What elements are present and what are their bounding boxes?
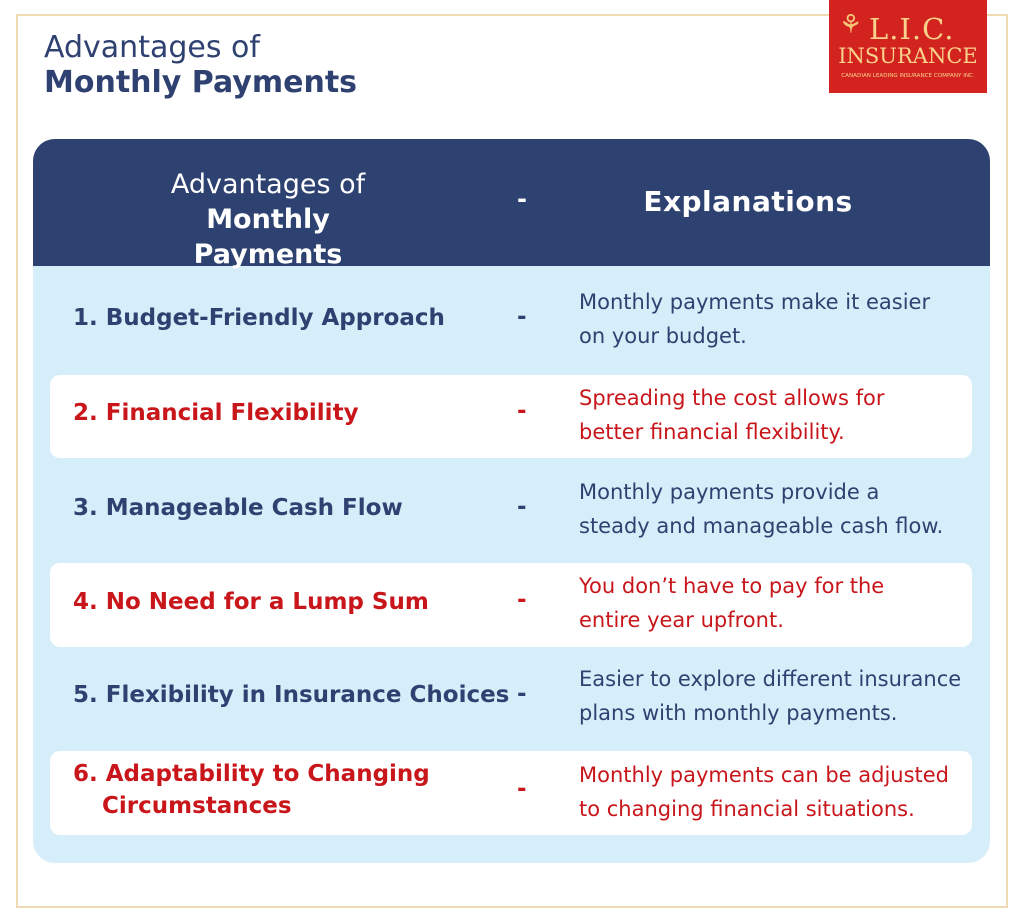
table-header (33, 139, 990, 271)
explanation-line: better financial flexibility. (579, 419, 845, 444)
row-explanation (579, 286, 979, 353)
row-label-line: 5. Flexibility in Insurance Choices (73, 682, 510, 708)
explanation-line: to changing financial situations. (579, 796, 915, 821)
row-label-line: 6. Adaptability to Changing (73, 761, 430, 787)
row-explanation (579, 476, 979, 543)
explanation-line: entire year upfront. (579, 607, 784, 632)
explanation-line: Easier to explore different insurance (579, 667, 962, 691)
header-advantages-line2: Monthly Payments (193, 204, 343, 271)
page-title-line1: Advantages of (44, 30, 260, 65)
header-separator: - (517, 185, 527, 213)
row-separator: - (517, 587, 527, 613)
table-row (50, 375, 972, 458)
row-separator: - (517, 304, 527, 330)
page-title (44, 30, 357, 101)
table-row (33, 458, 990, 563)
row-label (73, 679, 509, 711)
header-explanations: Explanations (643, 185, 853, 218)
row-label (73, 492, 403, 524)
company-logo (829, 0, 987, 93)
row-separator: - (517, 681, 527, 707)
logo-middle-text: INSURANCE (838, 44, 978, 68)
page-title-line2: Monthly Payments (44, 65, 358, 101)
header-advantages (133, 167, 403, 272)
table-row (33, 266, 990, 376)
logo-bottom-text: CANADIAN LEADING INSURANCE COMPANY INC. (841, 73, 975, 79)
row-explanation (579, 663, 979, 730)
explanation-line: Monthly payments provide a (579, 480, 880, 504)
explanation-line: Spreading the cost allows for (579, 386, 885, 410)
header-advantages-line1: Advantages of (170, 169, 366, 200)
row-separator: - (517, 776, 527, 802)
logo-top-text: L.I.C. (869, 12, 955, 46)
row-label (73, 397, 359, 429)
row-label-line: Circumstances (102, 793, 292, 820)
row-label-line: 4. No Need for a Lump Sum (73, 589, 429, 615)
row-separator: - (517, 494, 527, 520)
explanation-line: Monthly payments can be adjusted (579, 763, 950, 787)
row-explanation (579, 382, 979, 449)
row-label-line: 3. Manageable Cash Flow (73, 495, 403, 521)
explanation-line: You don’t have to pay for the (579, 574, 885, 598)
explanation-line: steady and manageable cash flow. (579, 513, 944, 538)
table-row (33, 647, 990, 750)
row-label (73, 586, 429, 618)
row-label-line: 2. Financial Flexibility (73, 400, 359, 426)
row-explanation (579, 570, 979, 637)
maple-leaf-icon: ⚘ (839, 10, 863, 40)
explanation-line: Monthly payments make it easier (579, 290, 931, 314)
table-row (50, 563, 972, 647)
row-label (73, 302, 445, 334)
row-explanation (579, 759, 979, 826)
row-separator: - (517, 398, 527, 424)
advantages-table (33, 139, 990, 863)
explanation-line: plans with monthly payments. (579, 700, 898, 725)
row-label (73, 758, 430, 822)
table-row (50, 751, 972, 835)
explanation-line: on your budget. (579, 323, 747, 348)
row-label-line: 1. Budget-Friendly Approach (73, 305, 445, 331)
